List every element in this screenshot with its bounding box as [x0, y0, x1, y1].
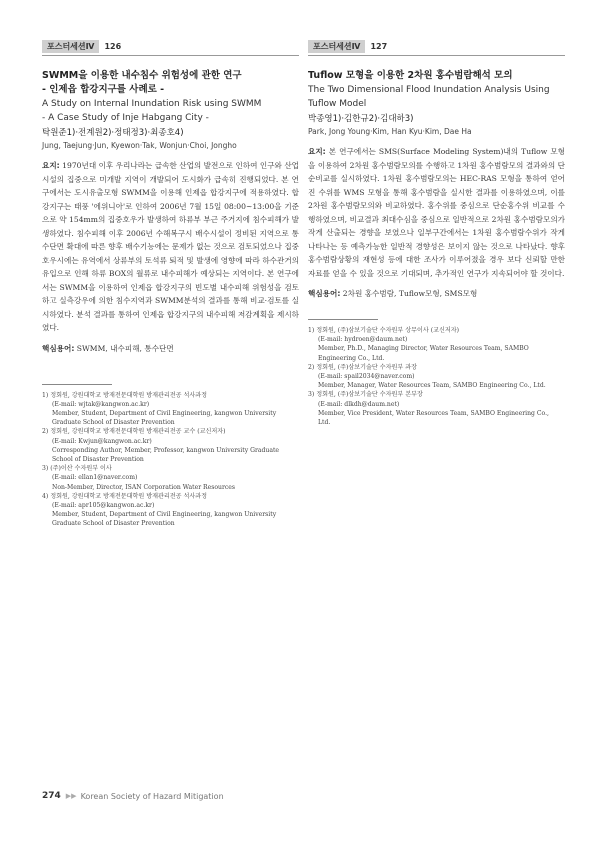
- right-article: [308, 40, 565, 427]
- page-footer: [42, 791, 224, 801]
- footnotes: [308, 326, 565, 427]
- footnote-line: School of Disaster Prevention: [52, 455, 144, 463]
- title-korean-line-2: - 인제읍 합강지구를 사례로 -: [42, 84, 165, 95]
- header-page-number: 127: [370, 42, 388, 51]
- keywords: [308, 288, 565, 299]
- title-english-line-2: - A Case Study of Inje Habgang City -: [42, 113, 209, 123]
- keywords-text: SWMM, 내수피해, 통수단면: [74, 343, 174, 353]
- footnote-line: Graduate School of Disaster Prevention: [52, 419, 175, 427]
- footnote-line: (E-mail: wjtak@kangwon.ac.kr): [52, 400, 150, 408]
- authors-korean: 탁원준1)·전계원2)·정태정3)·최종호4): [42, 128, 184, 138]
- footnote-text: 정회원, (주)삼보기술단 수자원부 과장: [316, 363, 418, 371]
- footnote-item: [42, 492, 299, 529]
- footnote-line: Member, Manager, Water Resources Team, SAMBO Engineering Co., Ltd.: [318, 382, 546, 390]
- footnote-line: Ltd.: [318, 419, 331, 427]
- abstract-text: 본 연구에서는 SMS(Surface Modeling System)내의 Tuflow 모형을 이용하여 2차원 홍수범람모의를 수행하고 1차원 홍수범람모의 결과와의 단순비교를 실시하였다. 1차원 홍수범람모의는 HEC-RAS 모형을 통하여 얻어진 수위를 WMS 모형을 통해 홍수범람을 실시한 결과를 이용하였으며, 이를 2차원 홍수범람모의와 비교하였다. 홍수위를 중심으로 단순홍수위 비교를 수행하였으며, 비교결과 최대수심을 중심으로 일반적으로 2차원 홍수범람모의가 작게 산출되는 경향을 보였으나 일부구간에서는 1차원 홍수범람수위가 작게 나타나는 등 예측가능한 일반적 경향성은 보이지 않는 것으로 나타났다. 향후 홍수범람상황의 재현성 등에 대한 조사가 이루어졌을 경우 보다 신뢰할 만한 자료를 얻을 수 있을 것으로 기대되며, 추가적인 연구가 지속되어야 할 것이다.: [308, 147, 565, 278]
- authors-english: Park, Jong Young·Kim, Han Kyu·Kim, Dae Ha: [308, 127, 472, 136]
- footnote-number: 3): [308, 391, 315, 399]
- header-rule: [42, 55, 299, 56]
- footnote-number: 4): [42, 492, 49, 500]
- footnote-line: (E-mail: dlkdh@daum.net): [318, 400, 400, 408]
- title-english-line-1: A Study on Internal Inundation Risk using SWMM: [42, 99, 262, 109]
- footnote-line: Non-Member, Director, ISAN Corporation Water Resources: [52, 483, 236, 491]
- footnote-line: Member, Student, Department of Civil Engineering, kangwon University: [52, 409, 277, 417]
- footnote-text: 정회원, 강원대학교 방재전문대학원 방재관리전공 석사과정: [50, 492, 208, 500]
- footnote-line: [308, 363, 565, 372]
- footnotes: [42, 391, 299, 529]
- footnote-text: 정회원, (주)삼보기술단 수자원부 상무이사 (교신저자): [316, 327, 460, 334]
- page-number: 274: [42, 791, 61, 801]
- footnote-item: [42, 427, 299, 464]
- footnote-text: 정회원, 강원대학교 방재전문대학원 방재관리전공 교수 (교신저자): [50, 428, 226, 436]
- footnote-line: Corresponding Author, Member, Professor, kangwon University Graduate: [52, 446, 280, 454]
- footnote-line: [42, 427, 299, 436]
- left-article: [42, 40, 299, 529]
- arrow-icon: ▶▶: [65, 792, 77, 800]
- title-english-line-1: The Two Dimensional Flood Inundation Analysis Using: [308, 85, 550, 95]
- footnote-line: Member, Student, Department of Civil Engineering, kangwon University: [52, 511, 277, 519]
- authors-korean: 박종영1)·김한규2)·김대하3): [308, 114, 414, 124]
- footnote-item: [308, 363, 565, 391]
- footnote-line: (E-mail: apr105@kangwon.ac.kr): [52, 501, 155, 509]
- footnote-line: [42, 391, 299, 400]
- footnote-line: (E-mail: hydroen@daum.net): [318, 336, 408, 344]
- footnote-text: 정회원, (주)삼보기술단 수자원부 본부장: [316, 391, 423, 399]
- footnote-line: (E-mail: Kwjun@kangwon.ac.kr): [52, 437, 152, 445]
- footnote-line: Member, Ph.D., Managing Director, Water Resources Team, SAMBO: [318, 345, 529, 353]
- title-korean-line-1: SWMM을 이용한 내수침수 위험성에 관한 연구: [42, 70, 242, 81]
- footnote-rule: [308, 319, 378, 320]
- footnote-number: 1): [308, 327, 315, 334]
- section-tag: 포스터세션Ⅳ: [42, 40, 99, 53]
- authors-english: Jung, Taejung·Jun, Kyewon·Tak, Wonjun·Choi, Jongho: [42, 141, 237, 150]
- footnote-number: 2): [308, 363, 315, 371]
- header-rule: [308, 55, 565, 56]
- keywords: [42, 343, 299, 354]
- title-korean: Tuflow 모형을 이용한 2차원 홍수범람해석 모의: [308, 70, 513, 81]
- footnote-item: [42, 464, 299, 492]
- footnote-item: [42, 391, 299, 428]
- section-header: [42, 40, 299, 53]
- abstract-text: 1970년대 이후 우리나라는 급속한 산업의 발전으로 인하여 인구와 산업시설의 집중으로 미개발 지역이 개발되어 도시화가 급속히 진행되었다. 본 연구에서는 도시유출모형 SWMM을 이용해 인제읍 합강지구에 적용하였다. 합강지구는 태풍 '에위니아'로 인하여 2006년 7월 15일 08:00~13:00을 기준으로 약 154mm의 집중호우가 발생하여 하류부 부근 주거지에 침수피해가 발생하였다. 침수피해 이후 2006년 수해복구시 배수시설이 정비된 지역으로 통수단면 확대에 따른 향후 배수기능에는 문제가 없는 것으로 검토되었으나 집중호우시에는 유역에서 상류부의 토석류 퇴적 및 발생에 영향에 따라 하수관거의 유입으로 인해 하류 BOX의 월류로 내수피해가 예상되는 지역이다. 본 연구에서는 SWMM을 이용하여 인제읍 합강지구의 빈도별 내수피해 위험성을 검토하고 실측강우에 의한 침수지역과 SWMM분석의 결과를 통해 비교·검토를 실시하였다. 분석 결과를 통하여 인제읍 합강지구의 내수피해 저감계획을 제시하였다.: [42, 161, 299, 332]
- footnote-line: [42, 492, 299, 501]
- footnote-line: (E-mail: ellan1@naver.com): [52, 474, 138, 482]
- keywords-label: 핵심용어:: [42, 343, 75, 353]
- footnote-line: Member, Vice President, Water Resources Team, SAMBO Engineering Co.,: [318, 409, 549, 417]
- footnote-line: Engineering Co., Ltd.: [318, 354, 385, 362]
- abstract-label: 요지:: [308, 147, 326, 156]
- footnote-number: 3): [42, 465, 49, 473]
- society-name: Korean Society of Hazard Mitigation: [80, 791, 224, 801]
- footnote-line: [308, 326, 565, 335]
- header-page-number: 126: [104, 42, 122, 51]
- keywords-text: 2차원 홍수범람, Tuflow모형, SMS모형: [340, 289, 478, 298]
- keywords-label: 핵심용어:: [308, 289, 341, 298]
- footnote-number: 2): [42, 428, 49, 436]
- footnote-item: [308, 390, 565, 427]
- title-english-line-2: Tuflow Model: [308, 99, 367, 109]
- abstract: [308, 145, 565, 280]
- footnote-number: 1): [42, 391, 49, 399]
- footnote-line: Graduate School of Disaster Prevention: [52, 520, 175, 528]
- section-tag: 포스터세션Ⅳ: [308, 40, 365, 53]
- abstract-label: 요지:: [42, 161, 60, 170]
- abstract: [42, 159, 299, 335]
- footnote-item: [308, 326, 565, 363]
- footnote-text: (주)이산 수자원부 이사: [50, 465, 112, 473]
- footnote-text: 정회원, 강원대학교 방재전문대학원 방재관리전공 석사과정: [50, 391, 208, 399]
- section-header: [308, 40, 565, 53]
- footnote-rule: [42, 384, 112, 385]
- footnote-line: [42, 464, 299, 473]
- footnote-line: (E-mail: spail2034@naver.com): [318, 373, 415, 381]
- footnote-line: [308, 390, 565, 399]
